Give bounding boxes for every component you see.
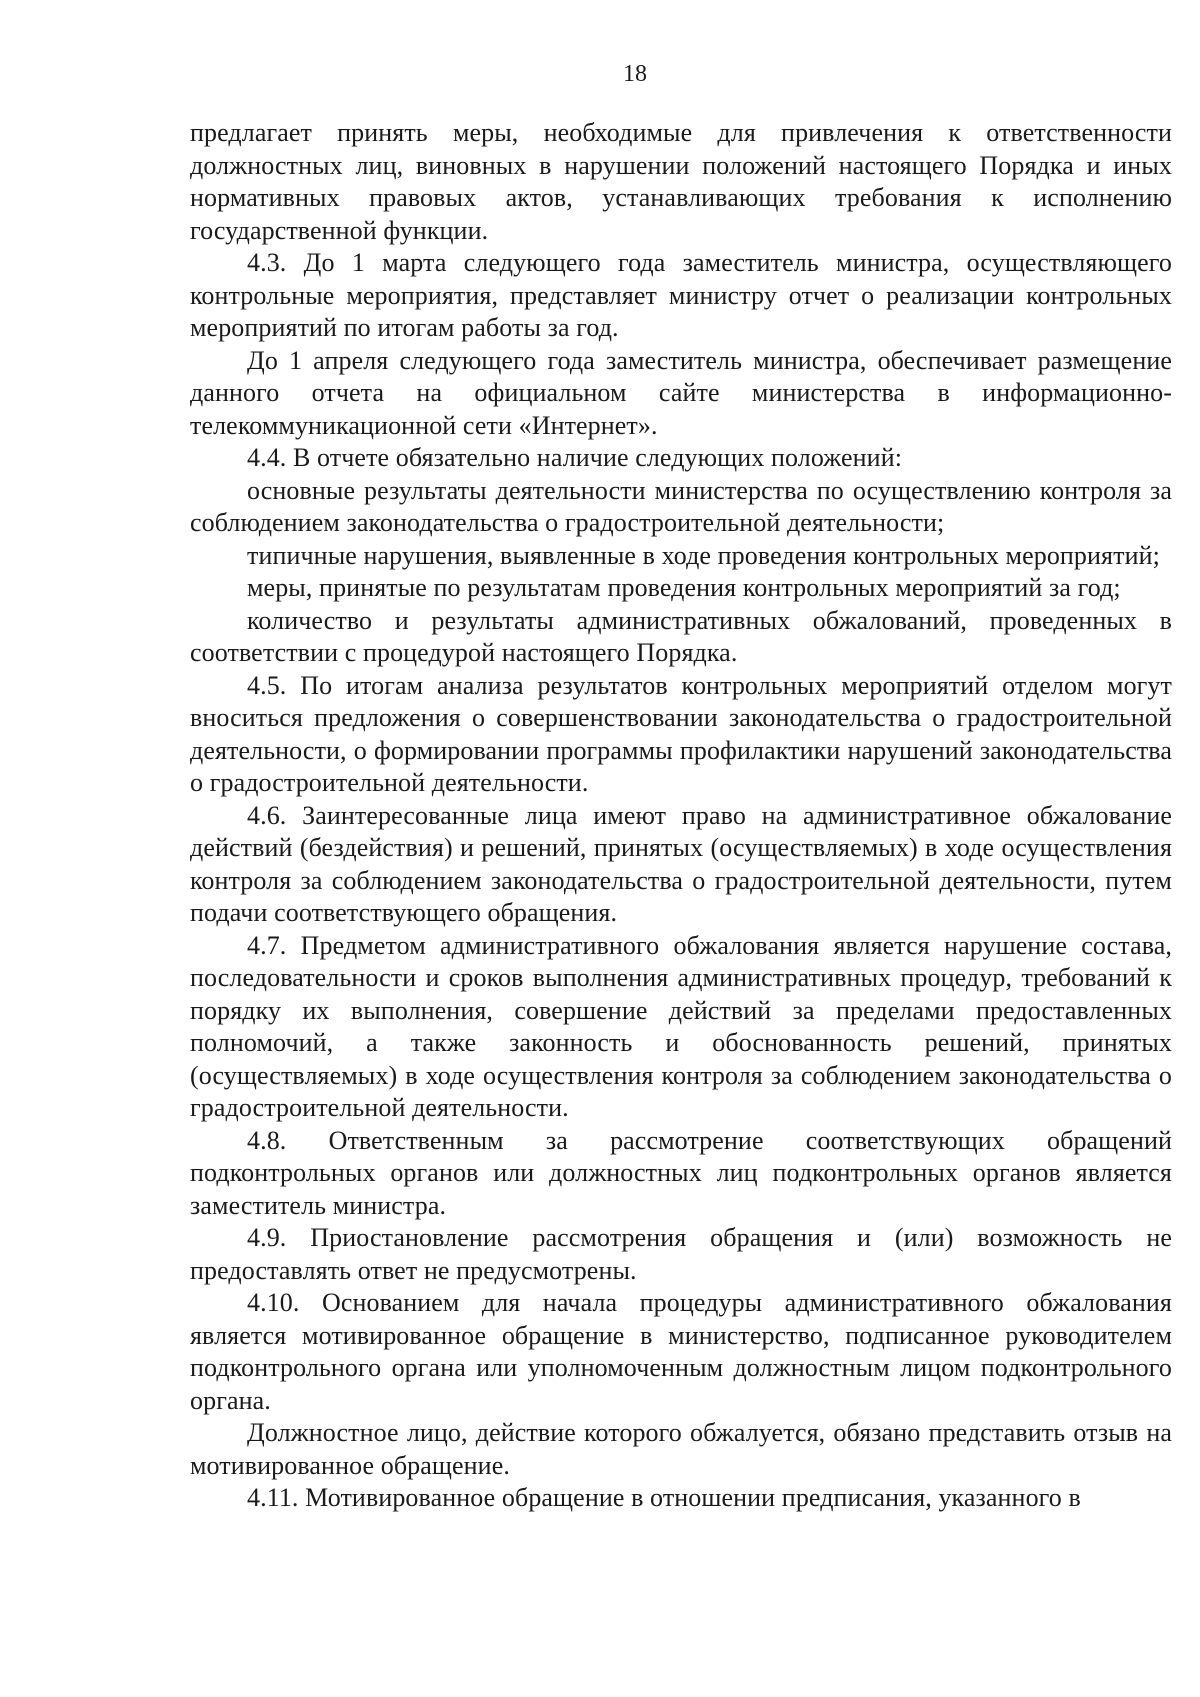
paragraph-4-3: 4.3. До 1 марта следующего года заместитель министра, осуществляющего контрольные мероприятия, представляет министру отчет о реализации контрольных мероприятий по итогам работы за год. [190,248,1172,342]
paragraph-4-9: 4.9. Приостановление рассмотрения обращения и (или) возможность не предоставлять ответ не предусмотрены. [190,1223,1172,1285]
paragraph-4-11: 4.11. Мотивированное обращение в отношении предписания, указанного в [247,1483,1081,1512]
paragraph-4-10: 4.10. Основанием для начала процедуры административного обжалования является мотивированное обращение в министерство, подписанное руководителем подконтрольного органа или уполномоченным должностным лицом подконтрольного органа. [190,1288,1172,1415]
paragraph-4-10-response: Должностное лицо, действие которого обжалуется, обязано представить отзыв на мотивированное обращение. [190,1418,1172,1480]
paragraph-4-4-item-results: основные результаты деятельности министерства по осуществлению контроля за соблюдением законодательства о градостроительной деятельности; [190,475,1172,537]
document-body [190,117,1172,1515]
paragraph-4-4-item-measures: меры, принятые по результатам проведения контрольных мероприятий за год; [247,573,1121,602]
paragraph-continuation: предлагает принять меры, необходимые для привлечения к ответственности должностных лиц, виновных в нарушении положений настоящего Порядка и иных нормативных правовых актов, устанавливающих требования к исполнению государственной функции. [190,118,1172,245]
page-number: 18 [623,61,647,87]
paragraph-4-7: 4.7. Предметом административного обжалования является нарушение состава, последовательности и сроков выполнения административных процедур, требований к порядку их выполнения, совершение действий за пределами предоставленных полномочий, а также законность и обоснованность решений, принятых (осуществляемых) в ходе осуществления контроля за соблюдением законодательства о градостроительной деятельности. [190,930,1172,1122]
paragraph-4-5: 4.5. По итогам анализа результатов контрольных мероприятий отделом могут вноситься предложения о совершенствовании законодательства о градостроительной деятельности, о формировании программы профилактики нарушений законодательства о градостроительной деятельности. [190,670,1172,797]
paragraph-4-6: 4.6. Заинтересованные лица имеют право на административное обжалование действий (бездействия) и решений, принятых (осуществляемых) в ходе осуществления контроля за соблюдением законодательства о градостроительной деятельности, путем подачи соответствующего обращения. [190,800,1172,927]
paragraph-4-4-item-violations: типичные нарушения, выявленные в ходе проведения контрольных мероприятий; [247,540,1160,570]
paragraph-4-8: 4.8. Ответственным за рассмотрение соответствующих обращений подконтрольных органов или должностных лиц подконтрольных органов является заместитель министра. [190,1125,1172,1220]
paragraph-4-4: 4.4. В отчете обязательно наличие следующих положений: [247,443,903,472]
paragraph-4-3-placement: До 1 апреля следующего года заместитель министра, обеспечивает размещение данного отчета на официальном сайте министерства в информационно-телекоммуникационной сети «Интернет». [190,345,1172,440]
paragraph-4-4-item-appeals: количество и результаты административных обжалований, проведенных в соответствии с процедурой настоящего Порядка. [190,605,1172,667]
